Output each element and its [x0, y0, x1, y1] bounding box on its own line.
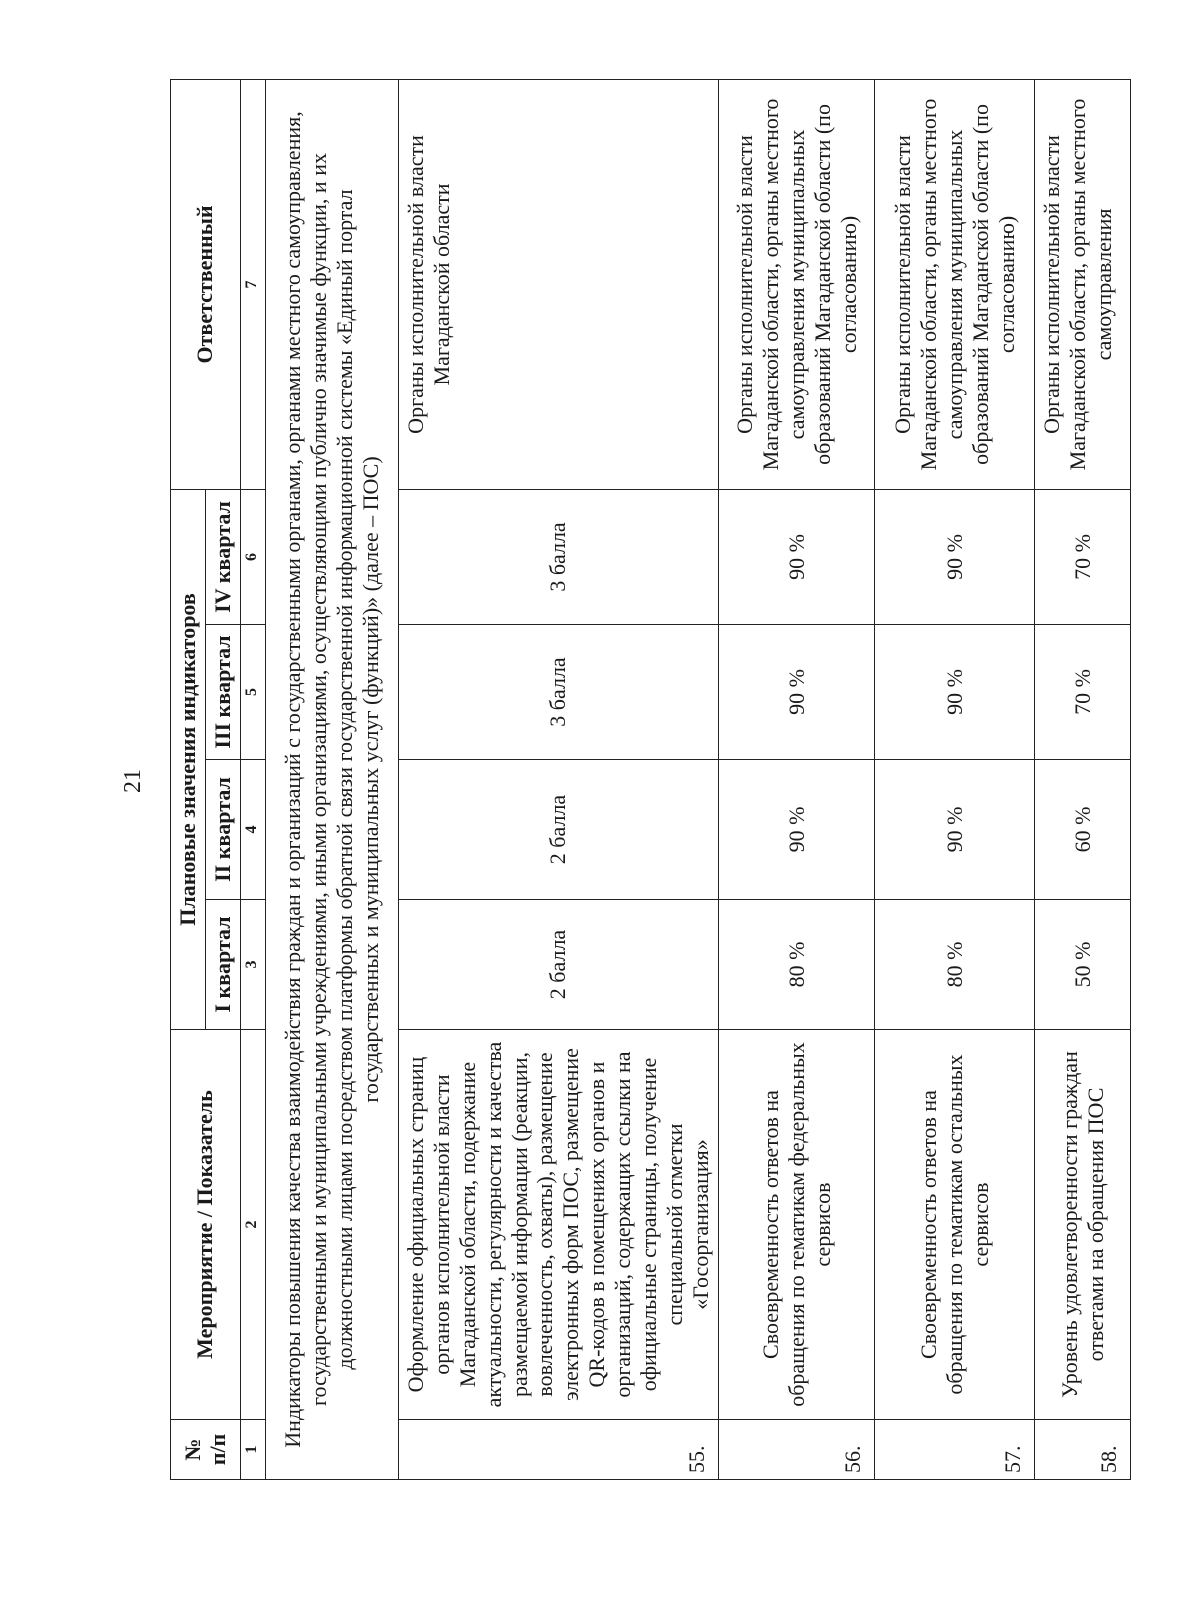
row-activity: Своевременность ответов на обращения по тематикам федеральных сервисов	[719, 1030, 875, 1420]
table-row	[398, 79, 718, 1479]
row-responsible: Органы исполнительной власти Магаданской области, органы местного самоуправления муниципальных образований Магаданской области (по согласованию)	[719, 79, 875, 489]
row-q1: 80 %	[875, 900, 1035, 1030]
section-title-row	[265, 79, 398, 1479]
row-index: 57.	[875, 1420, 1035, 1480]
header-activity: Мероприятие / Показатель	[171, 1030, 241, 1420]
row-activity: Уровень удовлетворенности граждан ответами на обращения ПОС	[1035, 1030, 1131, 1420]
row-index: 55.	[398, 1420, 718, 1480]
row-q3: 90 %	[719, 625, 875, 760]
indicators-table	[170, 79, 1131, 1480]
header-q4: IV квартал	[205, 489, 240, 624]
row-q2: 90 %	[875, 760, 1035, 900]
column-number: 7	[240, 79, 265, 489]
header-q1: I квартал	[205, 900, 240, 1030]
row-index: 56.	[719, 1420, 875, 1480]
row-q1: 50 %	[1035, 900, 1131, 1030]
row-q1: 2 балла	[398, 900, 718, 1030]
row-q3: 90 %	[875, 625, 1035, 760]
row-q3: 70 %	[1035, 625, 1131, 760]
table-row	[1035, 79, 1131, 1479]
table-row	[719, 79, 875, 1479]
column-number: 4	[240, 760, 265, 900]
row-activity: Оформление официальных страниц органов исполнительной власти Магаданской области, подержание актуальности, регулярности и качества размещаемой информации (реакции, вовлеченность, охваты), размещение электронных форм ПОС, размещение QR-кодов в помещениях органов и организаций, содержащих ссылки на официальные страницы, получение специальной отметки «Госорганизация»	[398, 1030, 718, 1420]
row-responsible: Органы исполнительной власти Магаданской области, органы местного самоуправления муниципальных образований Магаданской области (по согласованию)	[875, 79, 1035, 489]
row-q4: 70 %	[1035, 489, 1131, 624]
header-row-1	[171, 79, 206, 1479]
row-index: 58.	[1035, 1420, 1131, 1480]
row-responsible: Органы исполнительной власти Магаданской области, органы местного самоуправления	[1035, 79, 1131, 489]
header-number-pp: п/п	[205, 1433, 231, 1466]
column-number: 3	[240, 900, 265, 1030]
row-responsible: Органы исполнительной власти Магаданской области	[398, 79, 718, 489]
row-q1: 80 %	[719, 900, 875, 1030]
rotated-table-sheet	[170, 80, 1200, 1480]
row-q4: 3 балла	[398, 489, 718, 624]
column-number: 1	[240, 1420, 265, 1480]
column-number: 2	[240, 1030, 265, 1420]
row-q2: 2 балла	[398, 760, 718, 900]
header-q3: III квартал	[205, 625, 240, 760]
column-number: 5	[240, 625, 265, 760]
header-planned-values: Плановые значения индикаторов	[171, 489, 206, 1029]
row-q3: 3 балла	[398, 625, 718, 760]
header-responsible: Ответственный	[171, 79, 241, 489]
section-title: Индикаторы повышения качества взаимодействия граждан и организаций с государственными органами, органами местного самоуправления, государственными и муниципальными учреждениями, иными организациями, осуществляющими публично значимые функции, и их должностными лицами посредством платформы обратной связи государственной информационной системы «Единый портал государственных и муниципальных услуг (функций)» (далее – ПОС)	[265, 79, 398, 1479]
column-number: 6	[240, 489, 265, 624]
row-q2: 90 %	[719, 760, 875, 900]
row-q4: 90 %	[875, 489, 1035, 624]
row-q2: 60 %	[1035, 760, 1131, 900]
header-q2: II квартал	[205, 760, 240, 900]
page-number: 21	[120, 769, 146, 793]
row-activity: Своевременность ответов на обращения по тематикам остальных сервисов	[875, 1030, 1035, 1420]
table-row	[875, 79, 1035, 1479]
header-number-symbol: №	[179, 1438, 205, 1461]
column-number-row	[240, 79, 265, 1479]
header-number	[171, 1420, 241, 1480]
row-q4: 90 %	[719, 489, 875, 624]
